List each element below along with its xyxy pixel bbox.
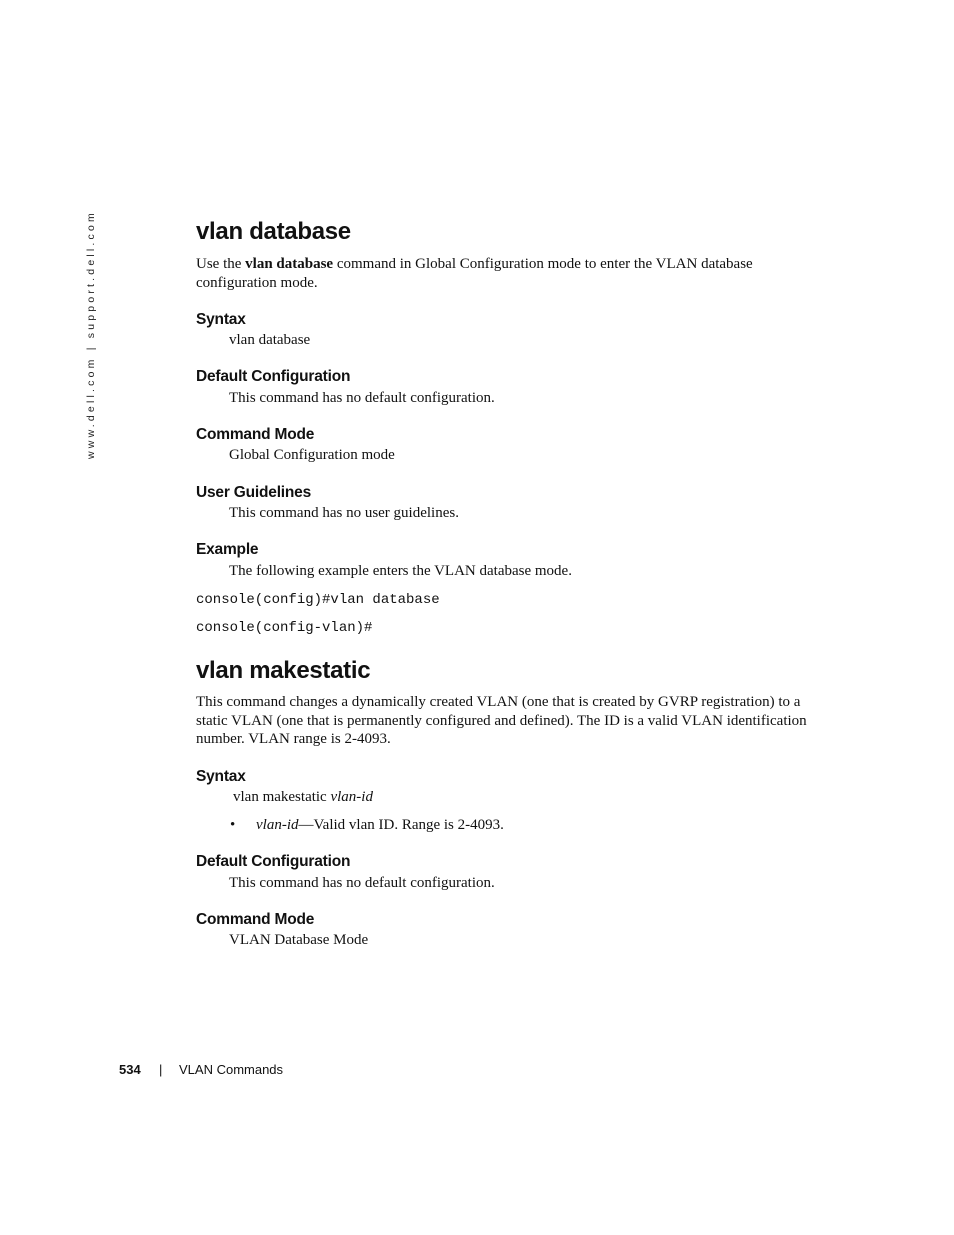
example-text: The following example enters the VLAN database mode. <box>229 563 572 579</box>
syntax-command: vlan makestatic <box>233 789 331 805</box>
footer-separator: | <box>159 1062 163 1077</box>
parameter-name: vlan-id <box>256 817 299 833</box>
command-mode-heading: Command Mode <box>196 426 315 443</box>
syntax-parameter: vlan-id <box>330 789 373 805</box>
default-config-text: This command has no default configuration. <box>229 390 495 406</box>
section-intro: This command changes a dynamically created VLAN (one that is created by GVRP registration) to a static VLAN (one that is permanently configured and defined). The ID is a valid VLAN identification number. VLAN range is 2-4093. <box>196 694 807 747</box>
user-guidelines-heading: User Guidelines <box>196 484 312 501</box>
section-intro <box>196 255 816 292</box>
syntax-heading: Syntax <box>196 768 246 785</box>
code-line: console(config)#vlan database <box>196 592 440 608</box>
syntax-heading: Syntax <box>196 311 246 328</box>
command-mode-text: VLAN Database Mode <box>229 932 369 948</box>
default-config-heading: Default Configuration <box>196 853 351 870</box>
chapter-title: VLAN Commands <box>179 1062 284 1077</box>
default-config-text: This command has no default configuration. <box>229 875 495 891</box>
default-config-heading: Default Configuration <box>196 368 351 385</box>
intro-suffix: command in Global Configuration mode to enter the VLAN database configuration mode. <box>196 256 753 291</box>
sidebar-url: www.dell.com | support.dell.com <box>85 210 97 459</box>
parameter-description <box>256 816 504 834</box>
section-title-vlan-database: vlan database <box>196 218 351 245</box>
syntax-text <box>233 788 373 806</box>
section-title-vlan-makestatic: vlan makestatic <box>196 657 371 684</box>
user-guidelines-text: This command has no user guidelines. <box>229 505 459 521</box>
intro-command: vlan database <box>245 256 334 272</box>
command-mode-heading: Command Mode <box>196 911 315 928</box>
intro-prefix: Use the <box>196 256 246 272</box>
example-heading: Example <box>196 541 259 558</box>
bullet-icon: • <box>230 817 236 833</box>
command-mode-text: Global Configuration mode <box>229 447 395 463</box>
code-line: console(config-vlan)# <box>196 620 373 636</box>
page-footer <box>119 1062 284 1077</box>
page-number: 534 <box>119 1062 141 1077</box>
parameter-detail: —Valid vlan ID. Range is 2-4093. <box>298 817 504 833</box>
syntax-text: vlan database <box>229 332 311 348</box>
